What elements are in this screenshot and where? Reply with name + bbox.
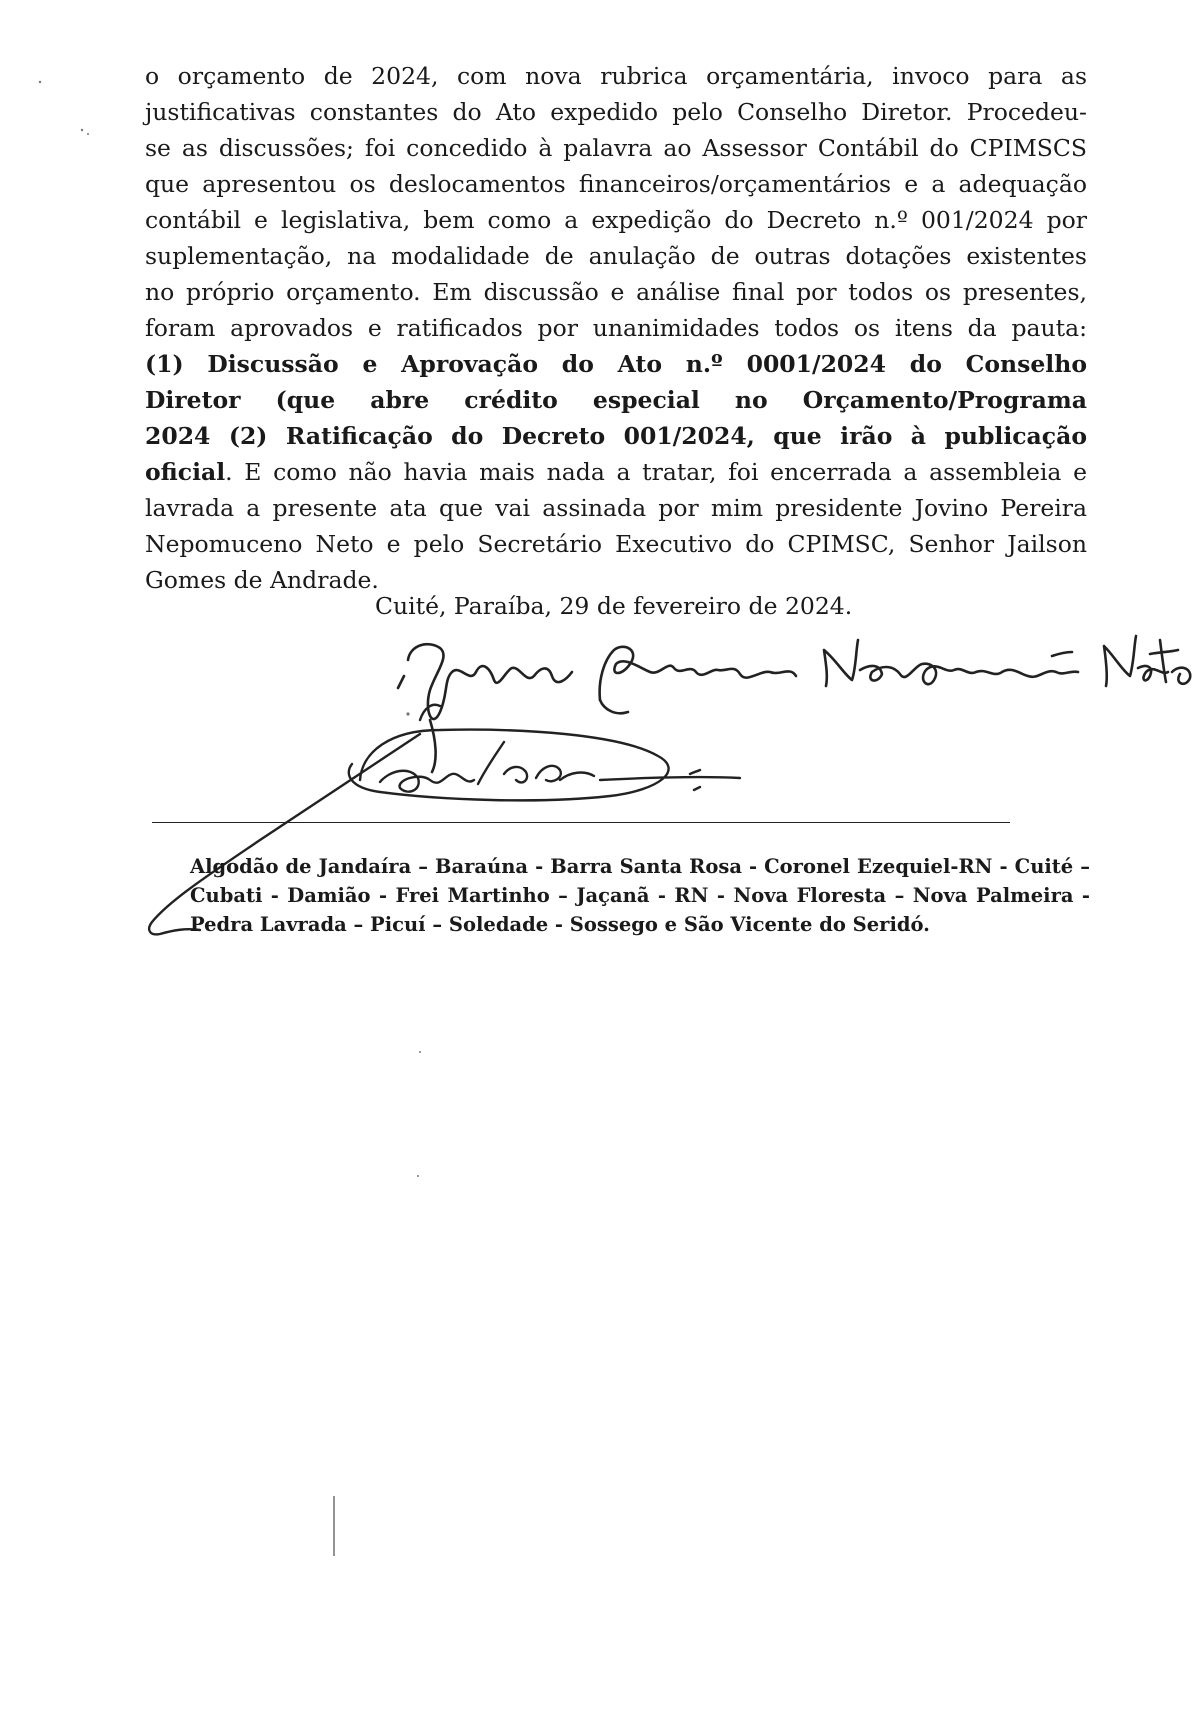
bold-word: oficial [145,458,226,486]
footer-divider [152,822,1010,823]
date-place-line: Cuité, Paraíba, 29 de fevereiro de 2024. [375,592,853,620]
footer-line: Algodão de Jandaíra – Baraúna - Barra Santa Rosa - Coronel Ezequiel-RN - Cuité – [190,855,1090,878]
body-line: se as discussões; foi concedido à palavra ao Assessor Contábil do CPIMSCS [145,134,1087,162]
minutes-body-text [145,58,1087,598]
closing-line: Gomes de Andrade. [145,566,379,594]
footer-line: Pedra Lavrada – Picuí – Soledade - Sossego e São Vicente do Seridó. [190,913,930,936]
body-line: no próprio orçamento. Em discussão e análise final por todos os presentes, [145,278,1087,306]
body-line: o orçamento de 2024, com nova rubrica orçamentária, invoco para as [145,62,1087,90]
closing-line: lavrada a presente ata que vai assinada por mim presidente Jovino Pereira [145,494,1087,522]
closing-line: Nepomuceno Neto e pelo Secretário Executivo do CPIMSC, Senhor Jailson [145,530,1087,558]
body-line: suplementação, na modalidade de anulação de outras dotações existentes [145,242,1087,270]
mixed-line-rest: . E como não havia mais nada a tratar, foi encerrada a assembleia e [225,458,1087,486]
body-line: contábil e legislativa, bem como a expedição do Decreto n.º 001/2024 por [145,206,1087,234]
mixed-line [145,454,1087,490]
agenda-item-line: 2024 (2) Ratificação do Decreto 001/2024, que irão à publicação [145,422,1087,450]
agenda-item-line: Diretor (que abre crédito especial no Orçamento/Programa [145,386,1087,414]
agenda-item-line: (1) Discussão e Aprovação do Ato n.º 0001/2024 do Conselho [145,350,1087,378]
body-line: foram aprovados e ratificados por unanimidades todos os itens da pauta: [145,314,1087,342]
member-municipalities-footer [190,852,1090,939]
body-line: justificativas constantes do Ato expedido pelo Conselho Diretor. Procedeu- [145,98,1087,126]
president-signature [398,636,1190,772]
footer-line: Cubati - Damião - Frei Martinho – Jaçanã - RN - Nova Floresta – Nova Palmeira - [190,884,1090,907]
body-line: que apresentou os deslocamentos financeiros/orçamentários e a adequação [145,170,1087,198]
